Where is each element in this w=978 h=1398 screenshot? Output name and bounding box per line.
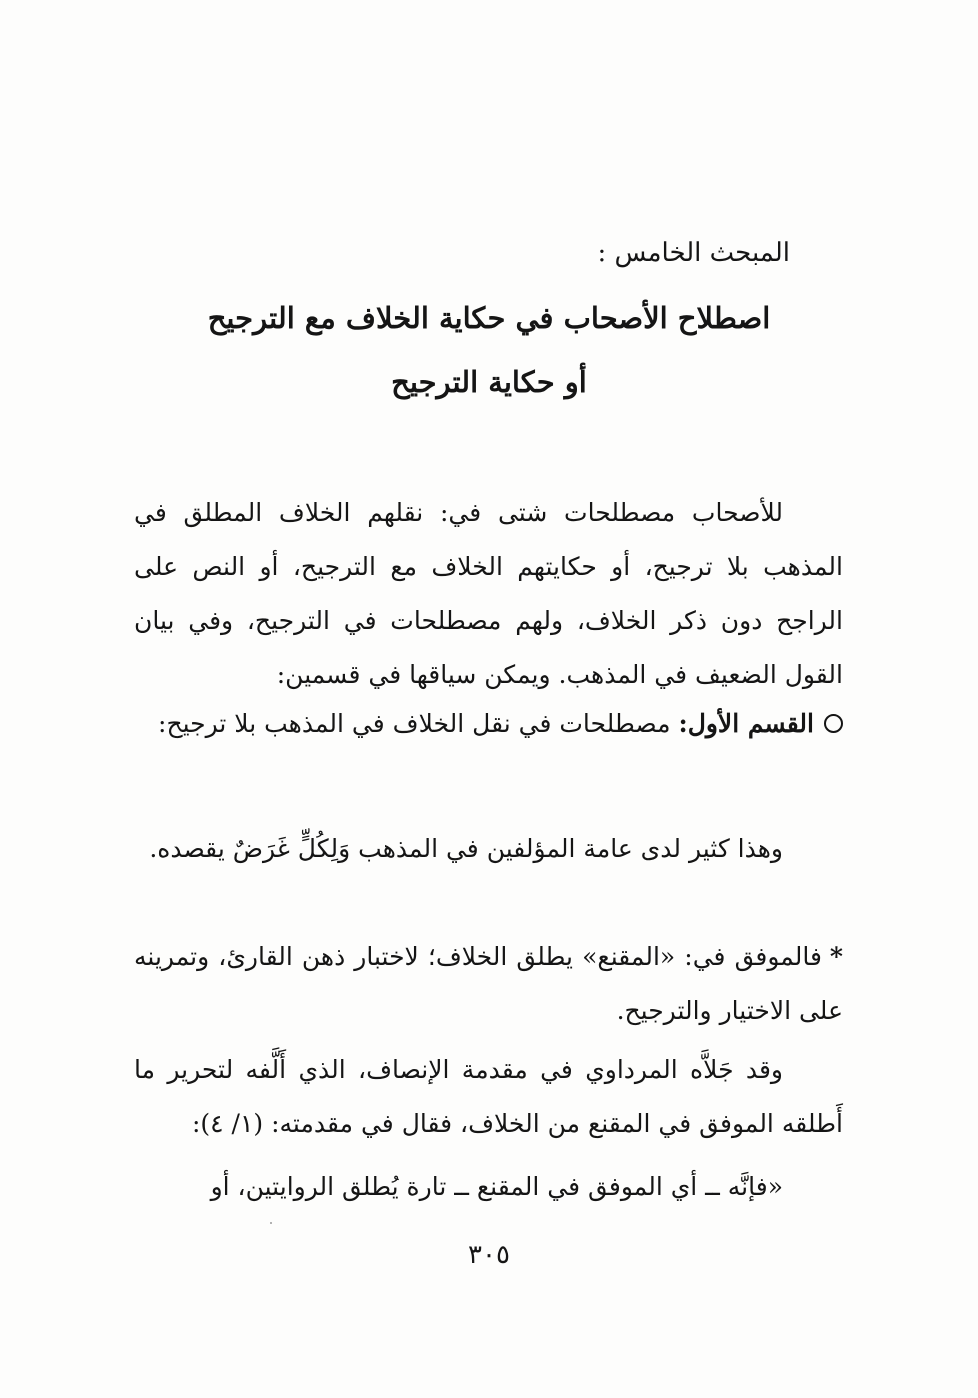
scan-speck [270,1222,272,1224]
chapter-title: اصطلاح الأصحاب في حكاية الخلاف مع الترجيح [207,301,771,335]
muwaffaq-text: فالموفق في: «المقنع» يطلق الخلاف؛ لاختبار ذهن القارئ، وتمرينه على الاختيار والترجيح. [134,942,843,1025]
note-paragraph [134,822,843,876]
quote-paragraph [134,1160,843,1214]
section-one-text: مصطلحات في نقل الخلاف في المذهب بلا ترجيح: [158,709,679,738]
intro-paragraph [134,486,843,702]
section-one-heading: القسم الأول: [678,709,814,738]
muwaffaq-paragraph [134,930,843,1038]
chapter-subtitle: أو حكاية الترجيح [391,365,587,399]
asterisk-icon: * [829,942,843,971]
page-number: ٣٠٥ [468,1240,510,1270]
intro-text: للأصحاب مصطلحات شتى في: نقلهم الخلاف المطلق في المذهب بلا ترجيح، أو حكايتهم الخلاف مع الترجيح، أو النص على الراجح دون ذكر الخلاف، ولهم مصطلحات في الترجيح، وفي بيان القول الضعيف في المذهب. ويمكن سياقها في قسمين: [134,498,843,689]
circle-bullet-icon [824,714,843,733]
quote-text: «فإنَّه ــ أي الموفق في المقنع ــ تارة يُطلق الروايتين، أو [210,1172,783,1201]
note-text: وهذا كثير لدى عامة المؤلفين في المذهب وَلِكُلٍّ غَرَضٌ يقصده. [149,834,783,863]
mardawi-paragraph [134,1043,843,1151]
mardawi-text: وقد جَلاَّه المرداوي في مقدمة الإنصاف، الذي أَلَّفه لتحرير ما أَطلقه الموفق في المقنع من الخلاف، فقال في مقدمته: (١/ ٤): [134,1055,843,1138]
section-label: المبحث الخامس : [597,238,790,268]
section-one-paragraph [134,697,843,751]
